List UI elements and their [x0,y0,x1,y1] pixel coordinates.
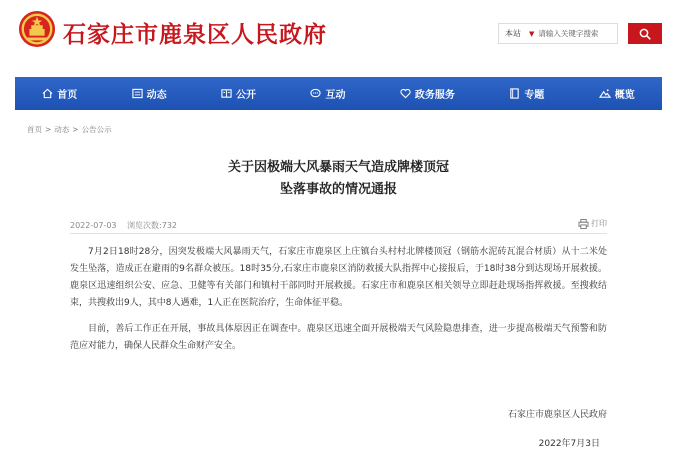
nav-item-label: 互动 [325,90,346,101]
search-box [498,23,618,44]
article-signature-date: 2022年7月3日 [538,439,600,449]
search-button[interactable] [628,23,662,44]
nav-item-label: 专题 [524,90,545,101]
breadcrumb-news[interactable]: 动态 [54,125,70,134]
print-label: 打印 [591,219,607,228]
nav-item-open[interactable] [221,86,256,101]
caret-down-icon[interactable]: ▼ [529,29,535,38]
nav-item-label: 动态 [146,90,167,101]
nav-item-label: 首页 [57,90,78,101]
printer-icon [578,219,589,229]
site-header [0,0,677,74]
home-icon [42,88,53,99]
main-nav [15,77,662,110]
book-icon [509,88,520,99]
breadcrumb-home[interactable]: 首页 [27,125,42,134]
nav-item-home[interactable] [42,86,77,101]
meta-divider [70,233,607,234]
nav-item-label: 概览 [614,90,635,101]
nav-item-news[interactable] [132,86,167,101]
breadcrumb-separator: > [72,125,79,134]
nav-item-topics[interactable] [509,86,544,101]
article-title-line2: 坠落事故的情况通报 [279,182,397,197]
nav-item-interact[interactable] [310,86,345,101]
article-paragraph: 7月2日18时28分，因突发极端大风暴雨天气，石家庄市鹿泉区上庄镇台头村村北牌楼顶冠（钢筋水泥砖瓦混合材质）从十二米处发生坠落，造成正在避雨的9名群众被压。18时35分,石家庄市鹿泉区消防救援大队指挥中心接报后，于18时38分到达现场开展救援。鹿泉区迅速组织公安、应急、卫健等有关部门和镇村干部同时开展救援。石家庄市和鹿泉区相关领导立即赶赴现场指挥救援。至搜救结束，共搜救出9人，其中8人遇难，1人正在医院治疗，生命体征平稳。 [70,247,607,308]
nav-item-label: 政务服务 [414,90,455,101]
nav-item-overview[interactable] [599,86,635,101]
news-icon [132,88,143,99]
article-signature: 石家庄市鹿泉区人民政府 [507,410,607,420]
search-scope-select[interactable]: 本站 [505,29,521,38]
nav-item-label: 公开 [236,90,257,101]
chat-icon [310,88,321,99]
article-meta [70,220,177,231]
mountain-icon [599,88,611,99]
article-content [70,244,607,355]
print-button[interactable] [578,218,607,229]
search-input[interactable] [538,29,608,38]
nav-item-services[interactable] [400,86,455,101]
national-emblem-icon [18,10,56,48]
article-paragraph: 目前，善后工作正在开展，事故具体原因正在调查中。鹿泉区迅速全面开展极端天气风险隐患排查，进一步提高极端天气预警和防范应对能力，确保人民群众生命财产安全。 [70,324,607,351]
breadcrumb-separator: > [45,125,52,134]
heart-icon [400,88,411,99]
view-count: 浏览次数:732 [127,221,178,230]
site-title[interactable]: 石家庄市鹿泉区人民政府 [63,22,327,48]
article-title-line1: 关于因极端大风暴雨天气造成牌楼顶冠 [227,160,449,175]
breadcrumb [27,124,112,135]
search-icon [639,28,651,40]
folder-icon [221,88,232,99]
article-title [0,157,677,201]
publish-date: 2022-07-03 [70,221,117,230]
breadcrumb-notices[interactable]: 公告公示 [81,125,112,134]
